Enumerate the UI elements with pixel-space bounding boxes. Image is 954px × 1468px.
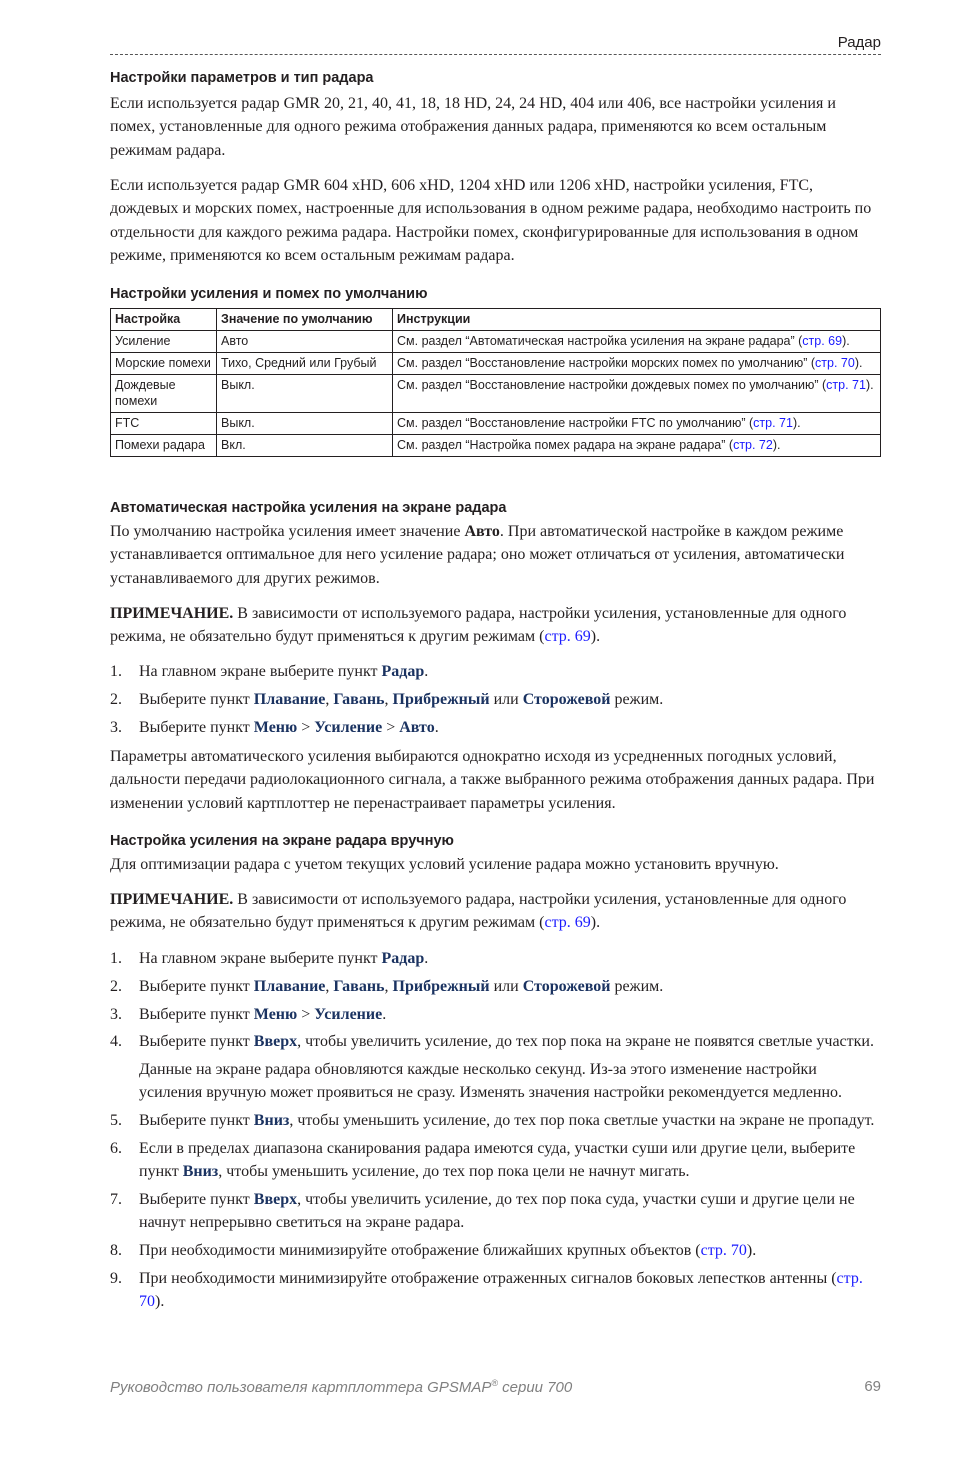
paragraph: Если используется радар GMR 20, 21, 40, 41, 18, 18 HD, 24, 24 HD, 404 или 406, все настройки усиления и помех, установленные для одного режима отображения данных радара, применяются ко всем остальным режимам радара. bbox=[110, 95, 836, 159]
menu-term: Меню bbox=[253, 718, 298, 736]
menu-term: Прибрежный bbox=[392, 977, 490, 995]
step-note: Данные на экране радара обновляются каждые несколько секунд. Из-за этого изменение настройки усиления вручную может проявиться не сразу. Изменять значения настройки рекомендуется медленно. bbox=[139, 1060, 843, 1101]
page-link[interactable]: стр. 70 bbox=[815, 356, 855, 370]
page-link[interactable]: стр. 69 bbox=[544, 914, 591, 932]
menu-term: Плавание bbox=[253, 690, 326, 708]
paragraph: Если используется радар GMR 604 xHD, 606 xHD, 1204 xHD или 1206 xHD, настройки усиления, FTC, дождевых и морских помех, настроенные для использования в одном режиме радара, необходимо настроить по отдельности для каждого режима радара. Настройки помех, сконфигурированные для использования в одном режиме, применяются ко всем остальным режимам радара. bbox=[110, 177, 872, 264]
menu-term: Усиление bbox=[314, 718, 383, 736]
paragraph: По умолчанию настройка усиления имеет значение Авто. При автоматической настройке в каждом режиме устанавливается оптимальное для него усиление радара; оно может отличаться от усиления, автоматически устанавливаемого для других режимов. bbox=[110, 523, 845, 587]
section-heading: Настройка усиления на экране радара вручную bbox=[110, 833, 454, 849]
note: ПРИМЕЧАНИЕ. В зависимости от используемого радара, настройки усиления, установленные для одного режима, не обязательно будут применяться к другим режимам (стр. 69). bbox=[110, 891, 847, 932]
step: 8. При необходимости минимизируйте отображение ближайших крупных объектов (стр. 70). bbox=[110, 1241, 757, 1259]
menu-term: Меню bbox=[253, 1005, 298, 1023]
column-header: Инструкции bbox=[393, 309, 881, 331]
note-label: ПРИМЕЧАНИЕ. bbox=[110, 605, 234, 622]
running-head-title: Радар bbox=[837, 34, 881, 51]
menu-term: Радар bbox=[381, 950, 425, 967]
default-cell: Выкл. bbox=[217, 413, 393, 435]
step: 7. Выберите пункт Вверх, чтобы увеличить усиление, до тех пор пока суда, участки суши и другие цели не начнут непрерывно светиться на экране радара. bbox=[110, 1190, 855, 1231]
steps-list bbox=[110, 660, 881, 743]
step: 1. На главном экране выберите пункт Радар. bbox=[110, 663, 429, 680]
instructions-cell: См. раздел “Восстановление настройки FTC по умолчанию” (стр. 71). bbox=[393, 413, 881, 435]
step: 5. Выберите пункт Вниз, чтобы уменьшить усиление, до тех пор пока светлые участки на экране не пропадут. bbox=[110, 1111, 875, 1129]
setting-cell: Помехи радара bbox=[111, 435, 217, 457]
menu-term: Авто bbox=[399, 718, 435, 736]
instructions-cell: См. раздел “Настройка помех радара на экране радара” (стр. 72). bbox=[393, 435, 881, 457]
note: ПРИМЕЧАНИЕ. В зависимости от используемого радара, настройки усиления, установленные для одного режима, не обязательно будут применяться к другим режимам (стр. 69). bbox=[110, 605, 847, 646]
setting-cell: FTC bbox=[111, 413, 217, 435]
instructions-cell: См. раздел “Восстановление настройки дождевых помех по умолчанию” (стр. 71). bbox=[393, 375, 881, 413]
menu-term: Вверх bbox=[253, 1190, 298, 1208]
column-header: Настройка bbox=[111, 309, 217, 331]
menu-term: Радар bbox=[381, 663, 425, 680]
page-link[interactable]: стр. 71 bbox=[753, 416, 793, 430]
page-link[interactable]: стр. 71 bbox=[826, 378, 866, 392]
defaults-table bbox=[110, 308, 881, 457]
page-link[interactable]: стр. 70 bbox=[700, 1241, 747, 1259]
step: 4. Выберите пункт Вверх, чтобы увеличить усиление, до тех пор пока на экране не появятся светлые участки. Данные на экране радара обновляются каждые несколько секунд. Из-за этого изменение настройки усиления вручную может проявиться не сразу. Изменять значения настройки рекомендуется медленно. bbox=[110, 1030, 881, 1104]
default-cell: Выкл. bbox=[217, 375, 393, 413]
paragraph: Для оптимизации радара с учетом текущих условий усиление радара можно установить вручную. bbox=[110, 856, 779, 873]
menu-term: Усиление bbox=[314, 1005, 383, 1023]
bold-term: Авто bbox=[464, 523, 500, 540]
setting-cell: Дождевые помехи bbox=[111, 375, 217, 413]
menu-term: Гавань bbox=[333, 690, 385, 708]
section-heading: Автоматическая настройка усиления на экране радара bbox=[110, 500, 507, 516]
instructions-cell: См. раздел “Восстановление настройки морских помех по умолчанию” (стр. 70). bbox=[393, 353, 881, 375]
menu-term: Вверх bbox=[253, 1033, 298, 1051]
step: 6. Если в пределах диапазона сканирования радара имеются суда, участки суши или другие цели, выберите пункт Вниз, чтобы уменьшить усиление, до тех пор пока цели не начнут мигать. bbox=[110, 1139, 856, 1180]
page-link[interactable]: стр. 72 bbox=[733, 438, 773, 452]
menu-term: Плавание bbox=[253, 977, 326, 995]
step: 9. При необходимости минимизируйте отображение отраженных сигналов боковых лепестков антенны (стр. 70). bbox=[110, 1269, 863, 1310]
default-cell: Авто bbox=[217, 331, 393, 353]
page-number: 69 bbox=[864, 1378, 881, 1395]
menu-term: Сторожевой bbox=[522, 977, 611, 995]
setting-cell: Усиление bbox=[111, 331, 217, 353]
menu-term: Сторожевой bbox=[522, 690, 611, 708]
step: 3. Выберите пункт Меню > Усиление > Авто. bbox=[110, 718, 439, 736]
table-row bbox=[111, 413, 881, 435]
steps-list bbox=[110, 947, 881, 1318]
step: 2. Выберите пункт Плавание, Гавань, Прибрежный или Сторожевой режим. bbox=[110, 977, 664, 995]
menu-term: Гавань bbox=[333, 977, 385, 995]
default-cell: Вкл. bbox=[217, 435, 393, 457]
step: 3. Выберите пункт Меню > Усиление. bbox=[110, 1005, 387, 1023]
column-header: Значение по умолчанию bbox=[217, 309, 393, 331]
step: 1. На главном экране выберите пункт Радар. bbox=[110, 950, 429, 967]
note-label: ПРИМЕЧАНИЕ. bbox=[110, 891, 234, 908]
page-footer: Руководство пользователя картплоттера GPSMAP® серии 700 69 bbox=[110, 1378, 881, 1396]
menu-term: Прибрежный bbox=[392, 690, 490, 708]
table-row bbox=[111, 375, 881, 413]
page-link[interactable]: стр. 69 bbox=[544, 628, 591, 646]
default-cell: Тихо, Средний или Грубый bbox=[217, 353, 393, 375]
table-header-row bbox=[111, 309, 881, 331]
section-heading: Настройки параметров и тип радара bbox=[110, 70, 374, 86]
table-row bbox=[111, 435, 881, 457]
page-link[interactable]: стр. 70 bbox=[139, 1269, 863, 1310]
instructions-cell: См. раздел “Автоматическая настройка усиления на экране радара” (стр. 69). bbox=[393, 331, 881, 353]
menu-term: Вниз bbox=[182, 1162, 219, 1180]
footer-title: Руководство пользователя картплоттера GPSMAP bbox=[110, 1379, 492, 1396]
page-link[interactable]: стр. 69 bbox=[802, 334, 843, 348]
table-row bbox=[111, 331, 881, 353]
menu-term: Вниз bbox=[253, 1111, 290, 1129]
table-row bbox=[111, 353, 881, 375]
running-head bbox=[110, 34, 881, 55]
step: 2. Выберите пункт Плавание, Гавань, Прибрежный или Сторожевой режим. bbox=[110, 690, 664, 708]
registered-mark: ® bbox=[491, 1378, 498, 1388]
paragraph: Параметры автоматического усиления выбираются однократно исходя из усредненных погодных условий, дальности передачи радиолокационного сигнала, а также выбранного режима отображения данных радара. При изменении условий картплоттер не перенастраивает параметры усиления. bbox=[110, 748, 875, 812]
setting-cell: Морские помехи bbox=[111, 353, 217, 375]
table-heading: Настройки усиления и помех по умолчанию bbox=[110, 286, 428, 302]
